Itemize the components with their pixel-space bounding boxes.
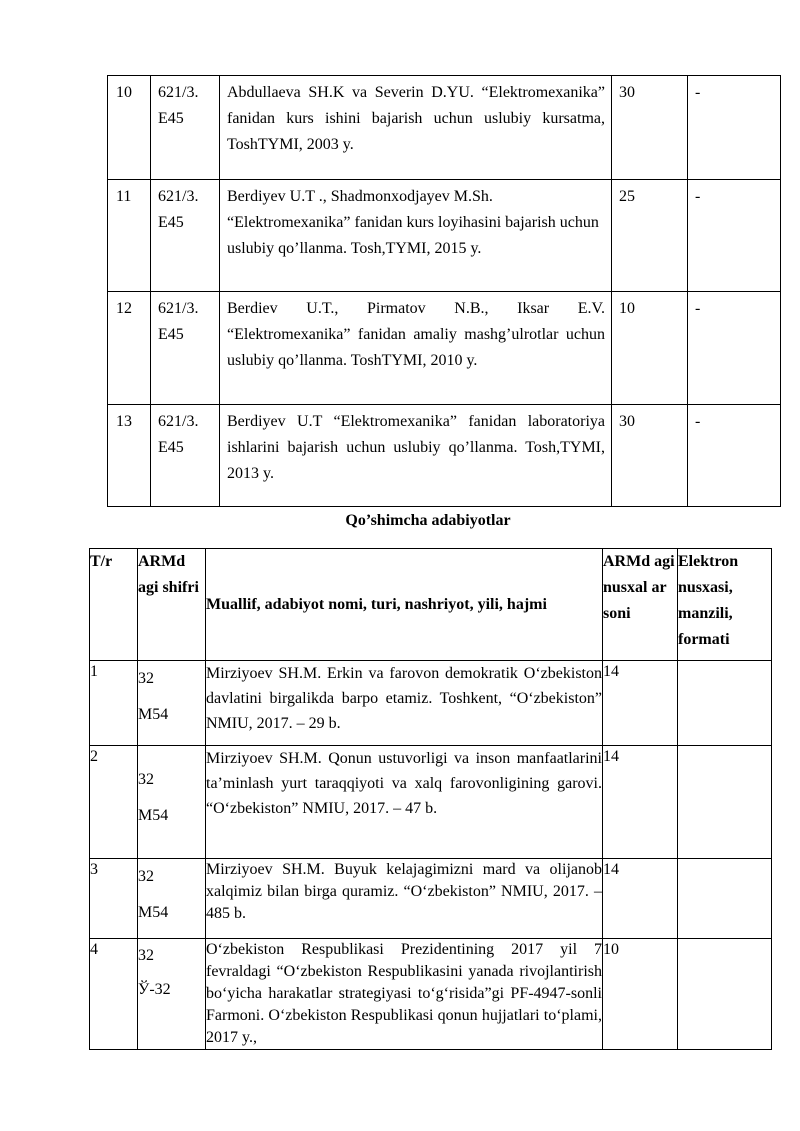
electronic-copy: -: [688, 405, 781, 507]
header-copies: ARMd agi nusxal ar soni: [603, 549, 678, 661]
row-number: 2: [90, 746, 138, 859]
row-number: 12: [108, 292, 151, 405]
book-description: Mirziyoev SH.M. Erkin va farovon demokratik O‘zbekiston davlatini birgalikda barpo etamiz. Toshkent, “O‘zbekiston” NMIU, 2017. – 29 b.: [206, 661, 603, 746]
header-electronic: Elektron nusxasi, manzili, formati: [678, 549, 772, 661]
row-number: 3: [90, 859, 138, 939]
copies-count: 25: [612, 180, 688, 292]
copies-count: 10: [603, 939, 678, 1050]
row-number: 10: [108, 76, 151, 180]
copies-count: 10: [612, 292, 688, 405]
row-number: 1: [90, 661, 138, 746]
header-shelf-code: ARMd agi shifri: [138, 549, 206, 661]
copies-count: 14: [603, 859, 678, 939]
book-description: Berdiyev U.T “Elektromexanika” fanidan laboratoriya ishlarini bajarish uchun uslubiy qo’llanma. Tosh,TYMI, 2013 y.: [220, 405, 612, 507]
shelf-code: 621/3. E45: [151, 180, 220, 292]
shelf-code: 621/3. E45: [151, 76, 220, 180]
copies-count: 14: [603, 746, 678, 859]
book-description: Abdullaeva SH.K va Severin D.YU. “Elektromexanika” fanidan kurs ishini bajarish uchun uslubiy kursatma, ToshTYMI, 2003 y.: [220, 76, 612, 180]
table-header-row: [90, 549, 772, 661]
table-row: [108, 180, 781, 292]
book-description: Berdiev U.T., Pirmatov N.B., Iksar E.V. “Elektromexanika” fanidan amaliy mashg’ulrotlar uchun uslubiy qo’llanma. ToshTYMI, 2010 y.: [220, 292, 612, 405]
copies-count: 30: [612, 76, 688, 180]
header-title: Muallif, adabiyot nomi, turi, nashriyot, yili, hajmi: [206, 549, 603, 661]
row-number: 4: [90, 939, 138, 1050]
shelf-code: 32 M54: [138, 661, 206, 746]
main-literature-table: [107, 75, 781, 507]
table-row: [108, 405, 781, 507]
electronic-copy: [678, 746, 772, 859]
book-description: O‘zbekiston Respublikasi Prezidentining 2017 yil 7 fevraldagi “O‘zbekiston Respublikasini yanada rivojlantirish bo‘yicha harakatlar strategiyasi to‘g‘risida”gi PF-4947-sonli Farmoni. O‘zbekiston Respublikasi qonun hujjatlari to‘plami, 2017 y.,: [206, 939, 603, 1050]
electronic-copy: [678, 859, 772, 939]
shelf-code: 32 M54: [138, 859, 206, 939]
electronic-copy: [678, 939, 772, 1050]
row-number: 13: [108, 405, 151, 507]
book-description: Mirziyoev SH.M. Buyuk kelajagimizni mard va olijanob xalqimiz bilan birga quramiz. “O‘zbekiston” NMIU, 2017. – 485 b.: [206, 859, 603, 939]
shelf-code: 621/3. E45: [151, 292, 220, 405]
header-number: T/r: [90, 549, 138, 661]
electronic-copy: -: [688, 180, 781, 292]
copies-count: 14: [603, 661, 678, 746]
section-title: Qo’shimcha adabiyotlar: [345, 512, 511, 529]
row-number: 11: [108, 180, 151, 292]
book-description: Mirziyoev SH.M. Qonun ustuvorligi va inson manfaatlarini ta’minlash yurt taraqqiyoti va xalq farovonligining garovi. “O‘zbekiston” NMIU, 2017. – 47 b.: [206, 746, 603, 859]
table-row: [108, 76, 781, 180]
additional-literature-table: [89, 548, 772, 1050]
table-row: [108, 292, 781, 405]
shelf-code: 32 Ў-32: [138, 939, 206, 1050]
book-description: Berdiyev U.T ., Shadmonxodjayev M.Sh. “Elektromexanika” fanidan kurs loyihasini bajarish uchun uslubiy qo’llanma. Tosh,TYMI, 2015 y.: [220, 180, 612, 292]
shelf-code: 32 M54: [138, 746, 206, 859]
table-row: [90, 661, 772, 746]
copies-count: 30: [612, 405, 688, 507]
electronic-copy: -: [688, 292, 781, 405]
electronic-copy: -: [688, 76, 781, 180]
table-row: [90, 939, 772, 1050]
table-row: [90, 859, 772, 939]
table-row: [90, 746, 772, 859]
electronic-copy: [678, 661, 772, 746]
shelf-code: 621/3. E45: [151, 405, 220, 507]
